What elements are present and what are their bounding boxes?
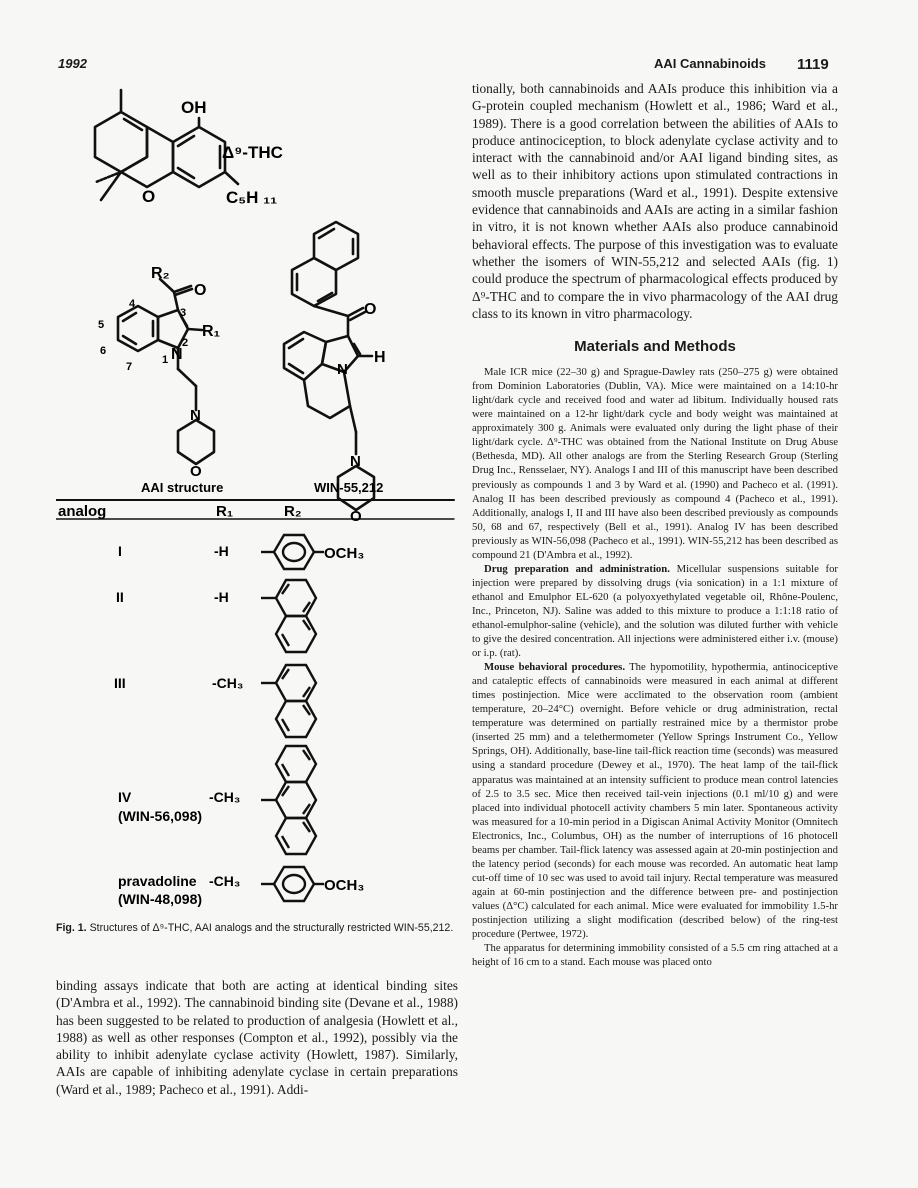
table-header-r2: R₂ [284, 503, 302, 520]
aai-r1-label: R₁ [202, 323, 221, 340]
row-2-analog: II [116, 589, 124, 605]
intro-paragraph: tionally, both cannabinoids and AAIs produce this inhibition via a G-protein coupled mechanism (Howlett et al., 1986; Ward et al., 1989). There is a good correlation between the abilities of AAIs to produce antinociception, to block adenylate cyclase activity and to interact with the cannabinoid and/or AAI ligand binding sites, as well as to their inhibitory actions upon stimulated contractions in smooth muscle preparations (Ward et al., 1991). Despite extensive evidence that cannabinoids and AAIs are acting in a similar fashion in vitro, it is not known whether AAIs also produce cannabinoid behavioral effects. The purpose of this investigation was to evaluate whether the isomers of WIN-55,212 and selected AAIs (fig. 1) could produce the spectrum of pharmacological effects produced by Δ⁹-THC and to compare the in vivo pharmacology of the AAI drug class to its known in vitro pharmacology. [472, 81, 838, 321]
right-column [472, 80, 838, 969]
thc-structure [95, 90, 238, 200]
row-4-r2-tricyclic [261, 746, 316, 854]
win-morpholine-o: O [350, 508, 362, 525]
section-title: Materials and Methods [574, 338, 736, 356]
aai-carbonyl-o: O [194, 282, 207, 299]
row-3-analog: III [114, 675, 126, 691]
aai-position-1: 1 [162, 354, 169, 366]
aai-position-4: 4 [129, 298, 136, 310]
row-2-r1: -H [214, 589, 229, 605]
win-carbonyl-o: O [364, 301, 377, 318]
aai-r2-label: R₂ [151, 265, 170, 282]
row-5-r2-ring [261, 867, 324, 901]
methods-paragraph-1: Male ICR mice (22–30 g) and Sprague-Dawley rats (250–275 g) were obtained from Dominion Laboratories (Dublin, VA). Mice were maintained on a 14:10-hr light/dark cycle and received food and water ad libitum. Individually housed rats were maintained on a 12-hr light/dark cycle and body weight was maintained at approximately 300 g. Animals were evaluated only during the light phase of their light/dark cycle. Δ⁹-THC was obtained from the National Institute on Drug Abuse (Bethesda, MD). All other analogs are from the Sterling Research Group (Sterling Drug Inc., Rensselaer, NY). Analogs I and III of this manuscript have been described previously as compounds 1 and 3 by Ward et al. (1990) and Pacheco et al. (1991). Analog II has been described previously as compound 4 (Pacheco et al., 1991). Additionally, analogs I, II and III have also been described previously as compounds 50, 68 and 67, respectively (Bell et al., 1991). Analog IV has been described previously as WIN-56,098 (Pacheco et al., 1991). WIN-55,212 has been described as compound 21 (D'Ambra et al., 1992). [472, 366, 838, 561]
win-n-label: N [337, 361, 348, 378]
figure-caption [56, 922, 458, 935]
win-morpholine-n: N [350, 453, 361, 470]
win-h-label: H [374, 349, 386, 366]
methods-p3-heading: Mouse behavioral procedures. [484, 661, 625, 674]
caption-text: Structures of Δ⁹-THC, AAI analogs and the structurally restricted WIN-55,212. [89, 922, 454, 934]
row-5-alt-name: (WIN-48,098) [118, 891, 203, 907]
page-number: 1119 [797, 56, 829, 73]
row-1-analog: I [118, 543, 122, 559]
methods-paragraph-4: The apparatus for determining immobility consisted of a 5.5 cm ring attached at a height of 16 cm to a stand. Each mouse was placed onto [472, 942, 838, 969]
row-1-r1: -H [214, 543, 229, 559]
thc-c5-label: C₅H ₁₁ [226, 188, 278, 207]
row-3-r2-naphthyl [261, 665, 316, 737]
row-4-analog: IV [118, 789, 132, 805]
table-header-analog: analog [58, 503, 107, 520]
thc-oh-label: OH [181, 98, 207, 117]
table-header-r1: R₁ [216, 503, 234, 520]
aai-position-3: 3 [180, 307, 187, 319]
left-column-text: binding assays indicate that both are acting at identical binding sites (D'Ambra et al., 1992). The cannabinoid binding site (Devane et al., 1988) has been suggested to be related to production of analgesia (Howlett et al., 1988) as well as other responses (Compton et al., 1992), possibly via the ability to inhibit adenylate cyclase activity (Howlett, 1987). Similarly, AAIs are capable of inhibiting adenylate cyclase in certain preparations (Ward et al., 1989; Pacheco et al., 1991). Addi- [56, 978, 458, 1097]
row-4-alt-name: (WIN-56,098) [118, 808, 203, 824]
aai-position-6: 6 [100, 345, 107, 357]
aai-n-label: N [171, 346, 183, 363]
methods-p3-body: The hypomotility, hypothermia, antinociceptive and cataleptic effects of cannabinoids were measured in each animal at different times postinjection. Mice were acclimated to the observation room (ambient temperature, 20–24°C) overnight. Before vehicle or drug administration, rectal temperature was determined on partially restrained mice by a thermistor probe (inserted 25 mm) and a telethermometer (Yellow Springs Instrument Co., Yellow Springs, OH). Additionally, base-line tail-flick reaction time (seconds) was measured using a standard procedure (Dewey et al., 1970). The heat lamp of the tail-flick apparatus was maintained at an intensity sufficient to produce mean control latencies of 2.5 to 3.5 sec. Mice then received tail-vein injections (0.1 ml/10 g) and were placed into individual photocell activity chambers 5 min later. Spontaneous activity was measured for a 10-min period in a Digiscan Animal Activity Monitor (Omnitech Electronics, Inc., Columbus, OH) as the number of interruptions of 16 photocell beams per chamber. Tail-flick latency was assessed again at 20-min postinjection and the latency period (seconds) for each mouse was recorded. An automatic heat lamp cut-off time of 10 sec was used to avoid tail injury. Rectal temperature was measured again at 60-min postinjection and the difference between pre- and postinjection values (Δ°C) calculated for each animal. Mice were evaluated for immobility 1.5-hr postinjection utilizing a slight modification (described below) of the ring-test procedure (Pertwee, 1972). [472, 661, 838, 941]
methods-p2-body: Micellular suspensions suitable for injection were prepared by dissolving drugs (via sonication) in a 1:1 mixture of ethanol and Emulphor EL-620 (a polyoxyethylated vegetable oil, Rhône-Poulenc, Inc., Princeton, NJ). Saline was added to this mixture to produce a 1:1:18 ratio of ethanol-emulphor-saline (vehicle), and the solution was diluted further with vehicle to give the desired concentration. All injections were administered either i.v. (mouse) or i.p. (rat). [472, 562, 838, 660]
row-1-r2-ring [261, 535, 324, 569]
running-title: AAI Cannabinoids [654, 56, 766, 71]
row-3-r1: -CH₃ [212, 675, 244, 691]
row-5-analog: pravadoline [118, 873, 197, 889]
win-structure-label: WIN-55,212 [314, 480, 384, 495]
thc-o-label: O [142, 187, 156, 206]
methods-paragraph-2 [472, 562, 838, 660]
caption-label: Fig. 1. [56, 922, 87, 934]
thc-name-label: Δ⁹-THC [222, 143, 283, 162]
page-year: 1992 [58, 56, 87, 71]
aai-position-7: 7 [126, 361, 133, 373]
row-4-r1: -CH₃ [209, 789, 241, 805]
aai-morpholine-o: O [190, 463, 202, 480]
aai-structure-label: AAI structure [141, 480, 224, 495]
aai-position-5: 5 [98, 319, 105, 331]
methods-p2-heading: Drug preparation and administration. [484, 562, 670, 575]
methods-paragraph-3 [472, 660, 838, 941]
row-1-r2-och3: OCH₃ [324, 545, 365, 562]
figure-1-structures [56, 74, 456, 914]
row-5-r1: -CH₃ [209, 873, 241, 889]
aai-position-2: 2 [182, 337, 189, 349]
aai-morpholine-n: N [190, 407, 201, 424]
row-2-r2-naphthyl [261, 580, 316, 652]
row-5-r2-och3: OCH₃ [324, 877, 365, 894]
